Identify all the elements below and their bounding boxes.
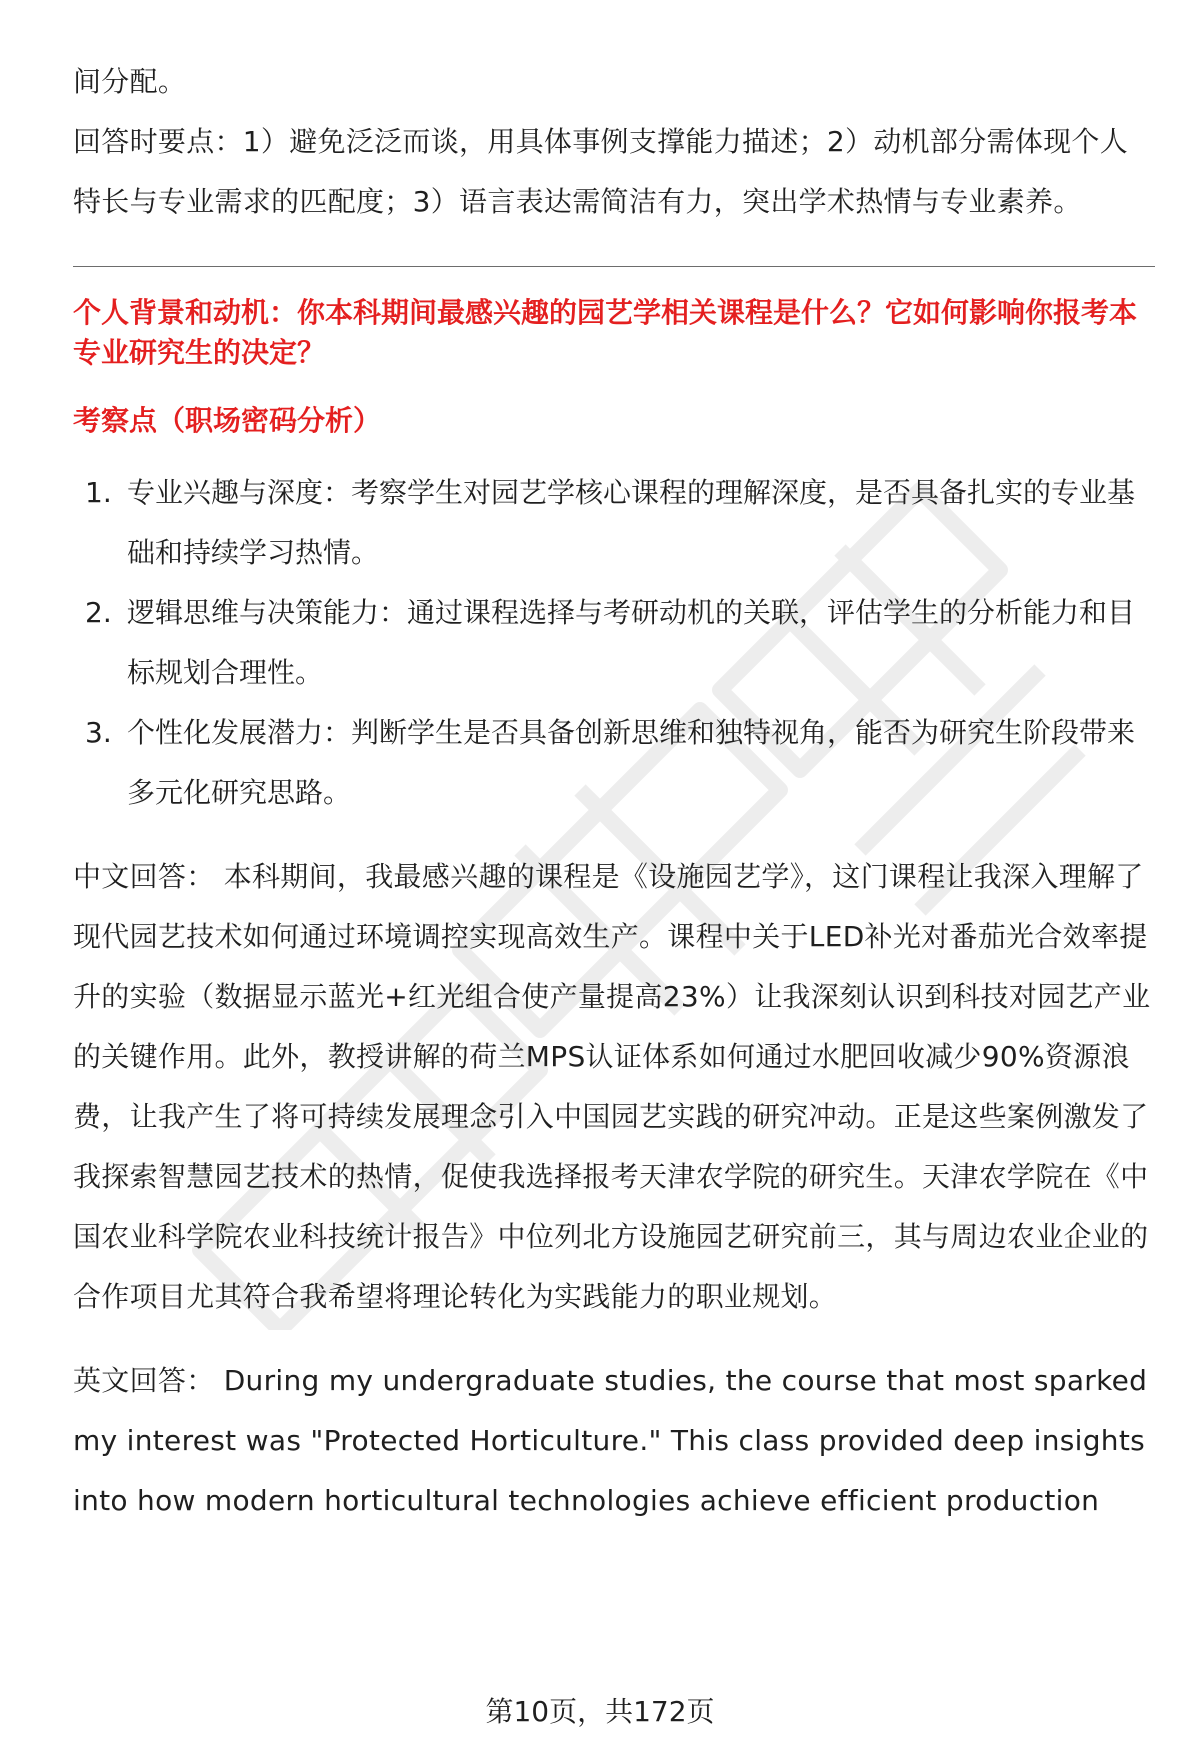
list-item-number: 3.: [85, 716, 112, 749]
list-item-text: 逻辑思维与决策能力：通过课程选择与考研动机的关联，评估学生的分析能力和目标规划合理性。: [127, 596, 1136, 689]
list-item: [73, 703, 1153, 823]
chinese-answer: 中文回答： 本科期间，我最感兴趣的课程是《设施园艺学》，这门课程让我深入理解了现代园艺技术如何通过环境调控实现高效生产。课程中关于LED补光对番茄光合效率提升的实验（数据显示蓝光+红光组合使产量提高23%）让我深刻认识到科技对园艺产业的关键作用。此外，教授讲解的荷兰MPS认证体系如何通过水肥回收减少90%资源浪费，让我产生了将可持续发展理念引入中国园艺实践的研究冲动。正是这些案例激发了我探索智慧园艺技术的热情，促使我选择报考天津农学院的研究生。天津农学院在《中国农业科学院农业科技统计报告》中位列北方设施园艺研究前三，其与周边农业企业的合作项目尤其符合我希望将理论转化为实践能力的职业规划。: [73, 860, 1151, 1313]
page-number-footer: 第10页，共172页: [485, 1695, 715, 1728]
english-answer: 英文回答： During my undergraduate studies, the course that most sparked my interest was "Protected Horticulture." This class provided deep insights into how modern horticultural technologies achieve efficient production: [73, 1364, 1148, 1517]
list-item-number: 1.: [85, 476, 112, 509]
focus-heading: 考察点（职场密码分析）: [73, 404, 382, 437]
answer-tips: 回答时要点：1）避免泛泛而谈，用具体事例支撑能力描述；2）动机部分需体现个人特长与专业需求的匹配度；3）语言表达需简洁有力，突出学术热情与专业素养。: [73, 125, 1129, 218]
intro-line-tail: 间分配。: [73, 65, 187, 98]
list-item-text: 个性化发展潜力：判断学生是否具备创新思维和独特视角，能否为研究生阶段带来多元化研究思路。: [127, 716, 1136, 809]
list-item: [73, 583, 1153, 703]
list-item: [73, 463, 1153, 583]
list-item-number: 2.: [85, 596, 112, 629]
focus-points-list: [73, 463, 1153, 823]
question-title: 个人背景和动机：你本科期间最感兴趣的园艺学相关课程是什么？它如何影响你报考本专业研究生的决定？: [73, 296, 1138, 369]
section-divider: [73, 266, 1155, 267]
list-item-text: 专业兴趣与深度：考察学生对园艺学核心课程的理解深度，是否具备扎实的专业基础和持续学习热情。: [127, 476, 1136, 569]
document-body: [73, 52, 1153, 1531]
